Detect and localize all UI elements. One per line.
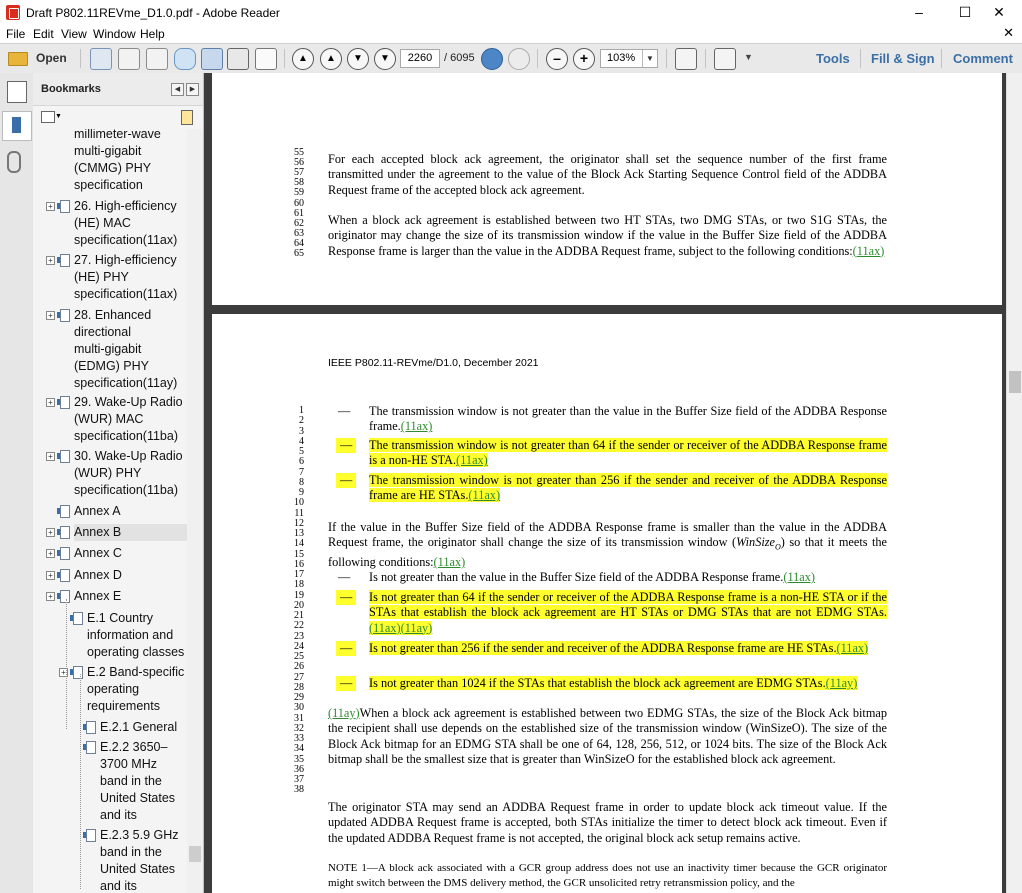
menu-file[interactable]: File <box>6 27 26 41</box>
line-number: 65 <box>294 248 304 259</box>
next-page-icon[interactable]: ▼ <box>347 48 369 70</box>
bookmark-item[interactable]: E.2.1 General <box>100 720 178 734</box>
bookmark-item[interactable]: Annex D <box>74 568 122 582</box>
bookmark-item[interactable]: (WUR) MAC <box>74 412 144 426</box>
bookmark-item[interactable]: and its <box>100 808 137 822</box>
bookmark-page-icon <box>60 505 70 518</box>
toolbar-separator <box>860 49 861 68</box>
menu-edit[interactable]: Edit <box>33 27 54 41</box>
list-item-highlighted <box>369 641 887 656</box>
line-number: 20 <box>294 599 304 611</box>
menu-view[interactable]: View <box>61 27 87 41</box>
line-number: 33 <box>294 733 304 744</box>
read-mode-icon[interactable] <box>481 48 503 70</box>
bookmark-item[interactable]: (EDMG) PHY <box>74 359 149 373</box>
folder-icon <box>8 52 28 66</box>
bookmark-page-icon <box>60 450 70 463</box>
toolbar-separator <box>537 49 538 68</box>
list-item-highlighted <box>369 438 887 469</box>
list-dash: — <box>336 590 356 605</box>
bookmark-page-icon <box>73 612 83 625</box>
list-dash: — <box>336 641 356 656</box>
line-number: 16 <box>294 558 304 570</box>
bookmark-item[interactable]: information and <box>87 628 174 642</box>
tag-link[interactable]: (11ay) <box>825 676 858 690</box>
tag-link[interactable]: (11ax) <box>836 641 869 655</box>
line-number: 10 <box>294 497 304 509</box>
line-number: 28 <box>294 681 304 693</box>
line-number: 12 <box>294 517 304 529</box>
line-number: 57 <box>294 167 304 179</box>
list-item-text: Is not greater than 1024 if the STAs that establish the block ack agreement are EDMG STAs. <box>369 676 826 690</box>
tree-connector <box>66 599 67 729</box>
line-number: 30 <box>294 702 304 714</box>
bookmark-page-icon <box>86 721 96 734</box>
bookmarks-header <box>33 73 203 106</box>
last-page-icon[interactable]: ▼ <box>374 48 396 70</box>
line-number: 18 <box>294 579 304 591</box>
fill-sign-button[interactable]: Fill & Sign <box>871 51 935 66</box>
fit-page-icon[interactable] <box>675 48 697 70</box>
bookmark-item[interactable]: Annex C <box>74 546 122 560</box>
full-screen-icon[interactable] <box>508 48 530 70</box>
expand-icon[interactable]: + <box>46 592 55 601</box>
options-icon[interactable] <box>41 111 55 123</box>
tag-link[interactable]: (11ax) <box>852 243 885 258</box>
tag-link[interactable]: (11ax) <box>468 488 501 503</box>
paragraph-text: ) so that it meets the following conditions: <box>328 535 887 570</box>
menu-bar <box>0 25 1022 43</box>
winsize-term: WinSize <box>736 535 776 550</box>
expand-icon[interactable] <box>714 48 736 70</box>
bookmark-item[interactable]: E.2 Band-specific <box>87 665 185 679</box>
note-1: NOTE 1—A block ack associated with a GCR group address does not use an inactivity timer because the GCR originator might switch between the DMS delivery method, the GCR unsolicited retry retransmission policy, and the <box>328 862 887 889</box>
bookmark-item[interactable]: directional <box>74 325 131 339</box>
line-number: 29 <box>294 692 304 703</box>
list-item-text: Is not greater than 64 if the sender or receiver of the ADDBA Response frame is a non-HE STA or if the STAs that establish the block ack agreement are HT STAs or DMG STAs that are not EDMG STAs. <box>369 590 887 620</box>
open-label: Open <box>36 51 67 65</box>
line-number: 22 <box>294 620 304 632</box>
zoom-select[interactable] <box>600 49 658 68</box>
line-number: 23 <box>294 630 304 642</box>
sign-icon[interactable] <box>146 48 168 70</box>
navigation-pane <box>0 73 34 893</box>
bookmark-page-icon <box>86 829 96 842</box>
paragraph-text: If the value in the Buffer Size field of the ADDBA Response frame is smaller than the value in the ADDBA Request frame, the originator shall change the size of its transmission window ( <box>328 520 887 550</box>
bookmarks-panel <box>33 73 204 893</box>
bookmark-item[interactable]: Annex E <box>74 589 122 603</box>
bookmark-item[interactable]: operating <box>87 682 140 696</box>
bookmark-item[interactable]: 26. High-efficiency <box>74 199 177 213</box>
tag-link[interactable]: (11ax) <box>783 570 815 584</box>
minimize-button[interactable]: – <box>915 4 923 20</box>
toolbar <box>0 43 1022 74</box>
line-number: 60 <box>294 197 304 209</box>
line-number: 25 <box>294 651 304 662</box>
line-number: 9 <box>299 487 304 498</box>
bookmarks-scroll-thumb[interactable] <box>189 846 201 862</box>
bookmark-page-icon <box>60 396 70 409</box>
bookmark-item[interactable]: 29. Wake-Up Radio <box>74 395 183 409</box>
expand-icon[interactable]: + <box>46 528 55 537</box>
list-dash: — <box>336 473 356 488</box>
options-chevron-icon[interactable]: ▼ <box>55 113 62 120</box>
line-number: 3 <box>299 425 304 437</box>
line-number: 55 <box>294 147 304 158</box>
tools-button[interactable]: Tools <box>816 51 850 66</box>
document-view[interactable] <box>204 73 1006 893</box>
maximize-button[interactable]: ☐ <box>958 4 972 20</box>
bookmark-page-icon <box>60 254 70 267</box>
previous-page-icon[interactable]: ▲ <box>292 48 314 70</box>
toolbar-separator <box>705 49 706 68</box>
chevron-down-icon: ▼ <box>642 50 657 67</box>
bookmark-page-icon <box>60 590 70 603</box>
attachments-icon[interactable] <box>7 151 21 173</box>
bookmark-item[interactable]: (HE) MAC <box>74 216 131 230</box>
bookmark-item[interactable]: multi-gigabit <box>74 144 142 158</box>
winsize-subscript: O <box>775 542 781 552</box>
paragraph-edmg-bitmap <box>328 706 887 767</box>
expand-icon[interactable]: + <box>46 571 55 580</box>
bookmark-item[interactable]: millimeter-wave <box>74 129 161 141</box>
line-number: 32 <box>294 722 304 734</box>
bookmark-item[interactable]: band in the <box>100 845 162 859</box>
open-button[interactable] <box>6 48 68 68</box>
bookmark-page-icon <box>86 741 96 754</box>
list-dash: — <box>336 676 356 691</box>
edit-pdf-icon[interactable] <box>118 48 140 70</box>
line-number: 59 <box>294 187 304 199</box>
bookmark-item[interactable]: 27. High-efficiency <box>74 253 177 267</box>
bookmark-page-icon <box>60 526 70 539</box>
line-number: 15 <box>294 548 304 560</box>
bookmark-item[interactable]: specification(11ax) <box>74 287 178 301</box>
pdf-page-2260 <box>212 314 1002 893</box>
bookmark-item[interactable]: Annex B <box>74 524 187 541</box>
bookmark-item[interactable]: 28. Enhanced <box>74 308 152 322</box>
document-scrollbar[interactable] <box>1006 73 1022 893</box>
bookmark-item[interactable]: 30. Wake-Up Radio <box>74 449 183 463</box>
line-number: 7 <box>299 466 304 478</box>
email-icon[interactable] <box>255 48 277 70</box>
save-icon[interactable] <box>201 48 223 70</box>
bookmark-item[interactable]: specification <box>74 178 143 192</box>
bookmark-item[interactable]: band in the <box>100 774 162 788</box>
bookmark-page-icon <box>60 547 70 560</box>
cloud-upload-icon[interactable] <box>174 48 196 70</box>
bookmark-item[interactable]: specification(11ba) <box>74 483 178 497</box>
toolbar-overflow-icon[interactable]: ▼ <box>744 52 753 62</box>
zoom-in-icon[interactable]: + <box>573 48 595 70</box>
pdf-page-2259 <box>212 73 1002 305</box>
bookmark-item[interactable]: operating classes <box>87 645 185 659</box>
adobe-reader-icon <box>6 5 20 20</box>
line-number: 62 <box>294 217 304 229</box>
line-number: 14 <box>294 538 304 550</box>
title-bar <box>0 0 1022 25</box>
bookmark-item[interactable]: Annex A <box>74 504 121 518</box>
page-header: IEEE P802.11-REVme/D1.0, December 2021 <box>328 357 539 369</box>
bookmark-icon <box>12 117 21 133</box>
close-document-icon[interactable]: ✕ <box>1003 25 1014 40</box>
list-dash: — <box>338 404 351 418</box>
line-number: 63 <box>294 227 304 239</box>
expand-icon[interactable]: + <box>46 398 55 407</box>
line-number: 35 <box>294 753 304 765</box>
bookmark-item[interactable]: (HE) PHY <box>74 270 129 284</box>
bookmark-page-icon <box>60 309 70 322</box>
line-number: 17 <box>294 569 304 580</box>
bookmark-item[interactable]: E.2.2 3650– <box>100 740 168 754</box>
line-number: 19 <box>294 589 304 601</box>
line-number: 6 <box>299 456 304 468</box>
list-item <box>369 404 887 435</box>
paragraph-text: When a block ack agreement is established between two EDMG STAs, the size of the Block Ack bitmap the recipient shall use depends on the established size of the transmission window (WinSizeO). The size of the Block Ack bitmap for an EDMG STA shall be one of 64, 128, 256, 512, or 1024 bits. The size of the Block Ack bitmap shall be the smallest size that is greater than WinSizeO for the established block ack agreement. <box>328 706 887 766</box>
line-number: 56 <box>294 157 304 169</box>
close-window-button[interactable]: ✕ <box>993 4 1005 20</box>
expand-icon[interactable]: + <box>46 256 55 265</box>
bookmark-item[interactable]: United States <box>100 862 176 876</box>
list-item-text: The transmission window is not greater than 256 if the sender and receiver of the ADDBA Response frame are HE STAs. <box>369 473 887 503</box>
bookmarks-title: Bookmarks <box>41 83 101 95</box>
bookmark-item[interactable]: United States <box>100 791 176 805</box>
bookmark-item[interactable]: E.2.3 5.9 GHz <box>100 828 179 842</box>
line-number: 61 <box>294 207 304 219</box>
list-item-text: Is not greater than 256 if the sender and receiver of the ADDBA Response frame are HE STAs. <box>369 641 837 655</box>
bookmarks-tree <box>33 129 187 893</box>
line-number: 27 <box>294 671 304 683</box>
bookmark-item[interactable]: (CMMG) PHY <box>74 161 152 175</box>
menu-window[interactable]: Window <box>93 27 136 41</box>
line-number: 8 <box>299 476 304 488</box>
tag-link[interactable]: (11ax) <box>433 555 466 570</box>
create-pdf-icon[interactable] <box>90 48 112 70</box>
bookmark-item[interactable]: 3700 MHz <box>100 757 157 771</box>
expand-icon[interactable]: + <box>46 311 55 320</box>
collapse-panel-icon[interactable]: ◀ <box>171 83 184 96</box>
line-number: 5 <box>299 446 304 457</box>
list-item-highlighted <box>369 590 887 636</box>
bookmarks-toolbar <box>33 106 203 128</box>
tag-link[interactable]: (11ax)(11ay) <box>369 620 433 635</box>
page-total: / 6095 <box>444 52 475 64</box>
print-icon[interactable] <box>227 48 249 70</box>
comment-button[interactable]: Comment <box>953 51 1013 66</box>
menu-help[interactable]: Help <box>140 27 165 41</box>
paragraph-text: When a block ack agreement is established between two HT STAs, two DMG STAs, or two S1G STAs, the originator may change the size of its transmission window if the value in the Buffer Size field of the ADDBA Response frame is larger than the value in the ADDBA Request frame, subject to the following conditions: <box>328 213 887 258</box>
line-number: 37 <box>294 774 304 785</box>
find-bookmark-icon[interactable] <box>181 110 193 125</box>
bookmark-item[interactable]: requirements <box>87 699 160 713</box>
bookmarks-tab[interactable] <box>2 111 32 141</box>
expand-icon[interactable]: + <box>46 549 55 558</box>
previous-page-up-icon[interactable]: ▲ <box>320 48 342 70</box>
expand-icon[interactable]: + <box>46 202 55 211</box>
line-number: 1 <box>299 405 304 416</box>
page-thumbnails-icon[interactable] <box>7 81 27 103</box>
tag-link[interactable]: (11ax) <box>456 453 488 468</box>
zoom-out-icon[interactable]: – <box>546 48 568 70</box>
paragraph-timeout: The originator STA may send an ADDBA Request frame in order to update block ack timeout value. If the updated ADDBA Request frame is accepted, both STAs initialize the timer to detect block ack timeout. Even if the updated ADDBA Request frame is not accepted, the original block ack setup remains active. <box>328 800 887 845</box>
list-item-text: Is not greater than the value in the Buffer Size field of the ADDBA Response frame. <box>369 570 784 584</box>
bookmark-item[interactable]: (WUR) PHY <box>74 466 142 480</box>
list-item <box>369 570 887 585</box>
paragraph-buffer-size <box>328 520 887 570</box>
line-number: 24 <box>294 640 304 652</box>
line-number: 64 <box>294 237 304 249</box>
toolbar-separator <box>80 49 81 68</box>
tree-connector <box>80 674 81 889</box>
line-number: 34 <box>294 743 304 755</box>
line-number: 58 <box>294 177 304 189</box>
page-number-input[interactable]: 2260 <box>400 49 440 68</box>
line-number: 2 <box>299 415 304 427</box>
bookmark-item[interactable]: specification(11ay) <box>74 376 178 390</box>
zoom-value: 103% <box>607 52 636 64</box>
line-number: 26 <box>294 661 304 673</box>
tag-link[interactable]: (11ay) <box>328 706 360 720</box>
bookmark-item[interactable]: specification(11ax) <box>74 233 178 247</box>
toolbar-separator <box>284 49 285 68</box>
toolbar-separator <box>666 49 667 68</box>
bookmark-item[interactable]: E.1 Country <box>87 611 154 625</box>
document-scroll-thumb[interactable] <box>1009 371 1021 393</box>
bookmark-page-icon <box>60 569 70 582</box>
line-number: 4 <box>299 435 304 447</box>
list-dash: — <box>338 570 351 584</box>
toolbar-separator <box>941 49 942 68</box>
line-number: 11 <box>294 507 304 519</box>
bookmark-item[interactable]: and its <box>100 879 137 893</box>
line-number: 38 <box>294 784 304 796</box>
window-title: Draft P802.11REVme_D1.0.pdf - Adobe Reader <box>26 6 280 20</box>
list-item-highlighted <box>369 676 887 691</box>
line-number: 21 <box>294 610 304 621</box>
bookmark-item[interactable]: multi-gigabit <box>74 342 142 356</box>
paragraph-transmission-window <box>328 213 887 259</box>
line-number: 31 <box>294 712 304 724</box>
bookmarks-scrollbar[interactable] <box>187 129 203 893</box>
list-item-text: The transmission window is not greater than the value in the Buffer Size field of the ADDBA Response frame. <box>369 404 887 434</box>
bookmark-page-icon <box>60 200 70 213</box>
line-number: 13 <box>294 528 304 539</box>
list-dash: — <box>336 438 356 453</box>
list-item-text: The transmission window is not greater than 64 if the sender or receiver of the ADDBA Response frame is a non-HE STA. <box>369 438 887 468</box>
paragraph-originator-sequence: For each accepted block ack agreement, the originator shall set the sequence number of the first frame transmitted under the agreement to the value of the Block Ack Starting Sequence Control field of the ADDBA Request frame of the accepted block ack agreement. <box>328 152 887 197</box>
expand-icon[interactable]: + <box>46 452 55 461</box>
list-item-highlighted <box>369 473 887 504</box>
line-number: 36 <box>294 763 304 775</box>
bookmark-page-icon <box>73 666 83 679</box>
tag-link[interactable]: (11ax) <box>400 419 433 434</box>
expand-panel-icon[interactable]: ▶ <box>186 83 199 96</box>
bookmark-item[interactable]: specification(11ba) <box>74 429 178 443</box>
expand-icon[interactable]: + <box>59 668 68 677</box>
